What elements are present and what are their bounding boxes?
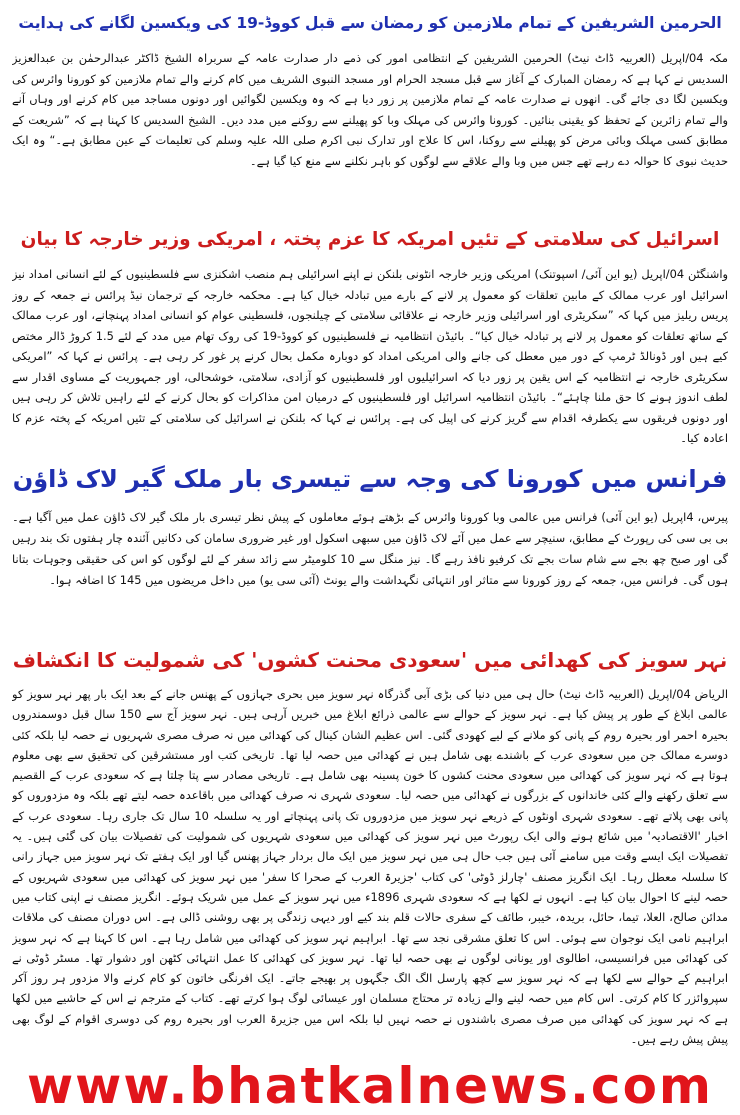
article-body: واشنگٹن 04/اپریل (یو این آئی/ اسپوتنک) امریکی وزیر خارجہ انٹونی بلنکن نے اپنے اسرائیلی ہم منصب اشکنزی سے فلسطینیوں کے لئے انسانی امداد نیز اسرائیل اور عرب ممالک کے مابین تعلقات کو معمول پر لانے کے بارے میں تبادلہ خیال کیا ہے۔ محکمہ خارجہ کے ترجمان نیڈ پرائس نے جمعہ کے روز پریس ریلیز میں کہا کہ ”سکریٹری اور اسرائیلی وزیر خارجہ نے علاقائی سلامتی کے چیلنجوں، فلسطینی عوام کو انسانی امداد پہنچانے، اور عرب ممالک کے ساتھ تعلقات کو معمول پر لانے پر تبادلہ خیال کیا“۔ بائیڈن انتظامیہ نے فلسطینیوں کو کووڈ-19 کی روک تھام میں مدد کے لئے 1.5 کروڑ ڈالر مختص کیے ہیں اور ڈونالڈ ٹرمپ کے دور میں معطل کی جانے والی امریکی امداد کو دوبارہ مکمل بحال کرنے پر غور کر رہی ہے۔ پرائس نے کہا کہ ”امریکی سکریٹری خارجہ نے انتظامیہ کے اس یقین پر زور دیا کہ اسرائیلیوں اور فلسطینیوں کو آزادی، سلامتی، خوشحالی، اور جمہوریت کے مساوی اقدار سے لطف اندوز ہونے کا حق ملنا چاہئے“۔ بائیڈن انتظامیہ اسرائیل اور فلسطینیوں کے درمیان امن مذاکرات کو بحال کرنے کے لئے راہیں تلاش کر رہی ہیں اور دونوں فریقوں سے یکطرفہ اقدام سے گریز کرنے کی اپیل کی ہے۔ پرائس نے کہا کہ بلنکن نے اسرائیل کی سلامتی کے تئیں امریکہ کے پختہ عزم کا اعادہ کیا۔ [12,267,728,445]
article-headline: نہر سویز کی کھدائی میں 'سعودی محنت کشوں' کی شمولیت کا انکشاف [12,648,728,672]
article-body: الریاض 04/اپریل (العربیہ ڈاٹ نیٹ) حال ہی میں دنیا کی بڑی آبی گذرگاہ نہر سویز میں بحری جہازوں کے پھنس جانے کے بعد ایک بار پھر نہر سویز کو عالمی ابلاغ کے طور پر پیش کیا ہے۔ نہر سویز کے حوالے سے عالمی ذرائع ابلاغ میں خبریں آرہی ہیں۔ نہر سویز آج سے 150 سال قبل دوسمندروں بحیرہ احمر اور بحیرہ روم کے پانی کو ملانے کے لیے کھودی گئی۔ اس عظیم الشان کینال کی کھدائی میں نہ صرف مصری شہریوں نے حصہ لیا بلکہ کئی دوسرے ممالک جن میں سعودی عرب کے باشندے بھی شامل ہیں نے کھدائی میں حصہ لیا تھا۔ تاریخی کتب اور مستشرقین کی تحقیق سے بھی معلوم ہوتا ہے کہ نہر سویز کی کھدائی میں سعودی محنت کشوں کا خون پسینہ بھی شامل ہے۔ تاریخی مصادر سے پتا چلتا ہے کہ سعودی عرب کے القصیم سے تعلق رکھنے والے کئی خاندانوں کے بزرگوں نے کھدائی میں حصہ لیا۔ سعودی شہری نہ صرف کھدائی میں باقاعدہ حصہ لیتے تھے بلکہ وہ مزدوروں کو پانی بھی پلاتے تھے۔ سعودی شہری اونٹوں کے ذریعے نہر سویز میں مزدوروں تک پانی پہنچاتے اور یہ سلسلہ 10 سال تک جاری رہا۔ سعودی عرب کے اخبار 'الاقتصادیہ' میں شائع ہونے والی ایک رپورٹ میں نہر سویز کی کھدائی میں سعودی شہریوں کی شمولیت کی تفصیلات بیان کی گئی ہیں۔ یہ تفصیلات ایک ایسے وقت میں سامنے آئی ہیں جب حال ہی میں نہر سویز میں ایک مال بردار جہاز پھنس گیا اور ایک ہفتے تک نہر سویز میں جہاز رانی کا سلسلہ معطل رہا۔ ایک انگریز مصنف 'چارلز ڈوٹی' کی کتاب 'جزیرۃ العرب کے صحرا کا سفر' میں نہر سویز کی کھدائی میں سعودی شہریوں کے حصہ لینے کا احوال بیان کیا ہے۔ انہوں نے لکھا ہے کہ سعودی شہری 1896ء میں نہر سویز کے عمل میں شریک ہوئے۔ انگریز مصنف نے اپنی کتاب میں مدائن صالح، العلا، تیما، حائل، بریدہ، خیبر، طائف کے سفری حالات قلم بند کیے اور دیہی زندگی پر بھی روشنی ڈالی ہے۔ اس دوران مصنف کی ملاقات ابراہیم نامی ایک نوجوان سے ہوئی۔ اس کا تعلق مشرقی نجد سے تھا۔ ابراہیم نہر سویز کی کھدائی میں شامل رہا ہے۔ اس کا کہنا ہے کہ نہر سویز کی کھدائی میں فرانسیسی، اطالوی اور یونانی لوگوں نے بھی حصہ لیا تھا۔ نہر سویز کی کھدائی کا عمل انتہائی کٹھن اور دشوار تھا۔ مسٹر ڈوٹی نے ابراہیم کے حوالے سے لکھا ہے کہ نہر سویز سے کچھ پارسل الگ الگ جگہوں پر بھیجے جاتے۔ ایک افرنگی خاتون کو کام کرنے والا مزدور ہر روز آکر سپروائزر کا کام کرتی۔ اس کام میں حصہ لینے والے زیادہ تر محتاج مسلمان اور عیسائی لوگ ہوا کرتے تھے۔ کتاب کے مترجم نے اس کے حاشیے میں لکھا ہے کہ نہر سویز کی کھدائی میں صرف مصری باشندوں نے حصہ نہیں لیا بلکہ اس میں جزیرۃ العرب اور بحیرہ روم کی دوسری اقوام کے لوگ بھی پیش پیش رہے ہیں۔ [12,687,728,1047]
website-footer-link[interactable]: www.bhatkalnews.com [26,1058,714,1115]
article-headline: فرانس میں کورونا کی وجہ سے تیسری بار ملک گیر لاک ڈاؤن [12,465,728,493]
article-headline: اسرائیل کی سلامتی کے تئیں امریکہ کا عزم پختہ ، امریکی وزیر خارجہ کا بیان [20,229,720,250]
article-body: پیرس، 4اپریل (یو این آئی) فرانس میں عالمی وبا کورونا وائرس کے بڑھتے ہوئے معاملوں کے پیش نظر تیسری بار ملک گیر لاک ڈاؤن عمل میں آگیا ہے۔ بی بی سی کی رپورٹ کے مطابق، سنیچر سے عمل میں آئے لاک ڈاؤن میں سبھی اسکول اور غیر ضروری سامان کی دکانیں آئندہ چار ہفتوں تک بند رہیں گی اور صبح چھ بجے سے شام سات بجے تک کرفیو نافذ رہے گا۔ نیز منگل سے 10 کلومیٹر سے زائد سفر کے لئے لوگوں کو اس کی حقیقی وجوہات بتانا ہوں گی۔ فرانس میں، جمعہ کے روز کورونا سے متاثر اور انتہائی نگہداشت والے یونٹ (آئی سی یو) میں داخل مریضوں میں 145 کا اضافہ ہوا۔ [12,510,728,587]
article-headline: الحرمین الشریفین کے تمام ملازمین کو رمضان سے قبل کووڈ-19 کی ویکسین لگانے کی ہدایت [18,14,722,32]
article-france-lockdown [12,459,728,615]
article-us-israel-security [12,220,728,447]
article-haramain-vaccine [12,4,728,188]
article-body: مکہ 04/اپریل (العربیہ ڈاٹ نیٹ) الحرمین الشریفین کے انتظامی امور کی ذمے دار صدارت عامہ کے سربراہ الشیخ ڈاکٹر عبدالرحمٰن بن عبدالعزیز السدیس نے کہا ہے کہ رمضان المبارک کے آغاز سے قبل مسجد الحرام اور مسجد النبوی الشریف میں کام کرنے والے تمام ملازمین کو کورونا وائرس کی ویکسین لگا دی جائے گی۔ انھوں نے صدارت عامہ کے تمام ملازمین پر زور دیا ہے کہ وہ ویکسین لگوائیں اور دونوں مساجد میں کام کرنے اور وہاں آنے والے تمام زائرین کے تحفظ کو یقینی بنائیں۔ کورونا وائرس کی مہلک وبا کو پھیلنے سے روکنے میں مدد دیں۔ الشیخ السدیس کا کہنا ہے کہ ”شریعت کے مطابق کسی مہلک وبائی مرض کو پھیلنے سے روکنا، اس کا علاج اور تدارک نبی اکرم صلی اللہ علیہ وسلم کی تعلیمات کے عین مطابق ہے۔“ وہ ایک حدیث نبوی کا حوالہ دے رہے تھے جس میں وبا والے علاقے سے لوگوں کو باہر نکلنے سے منع کیا گیا ہے۔ [12,51,728,168]
article-suez-saudi-workers [12,640,728,1064]
